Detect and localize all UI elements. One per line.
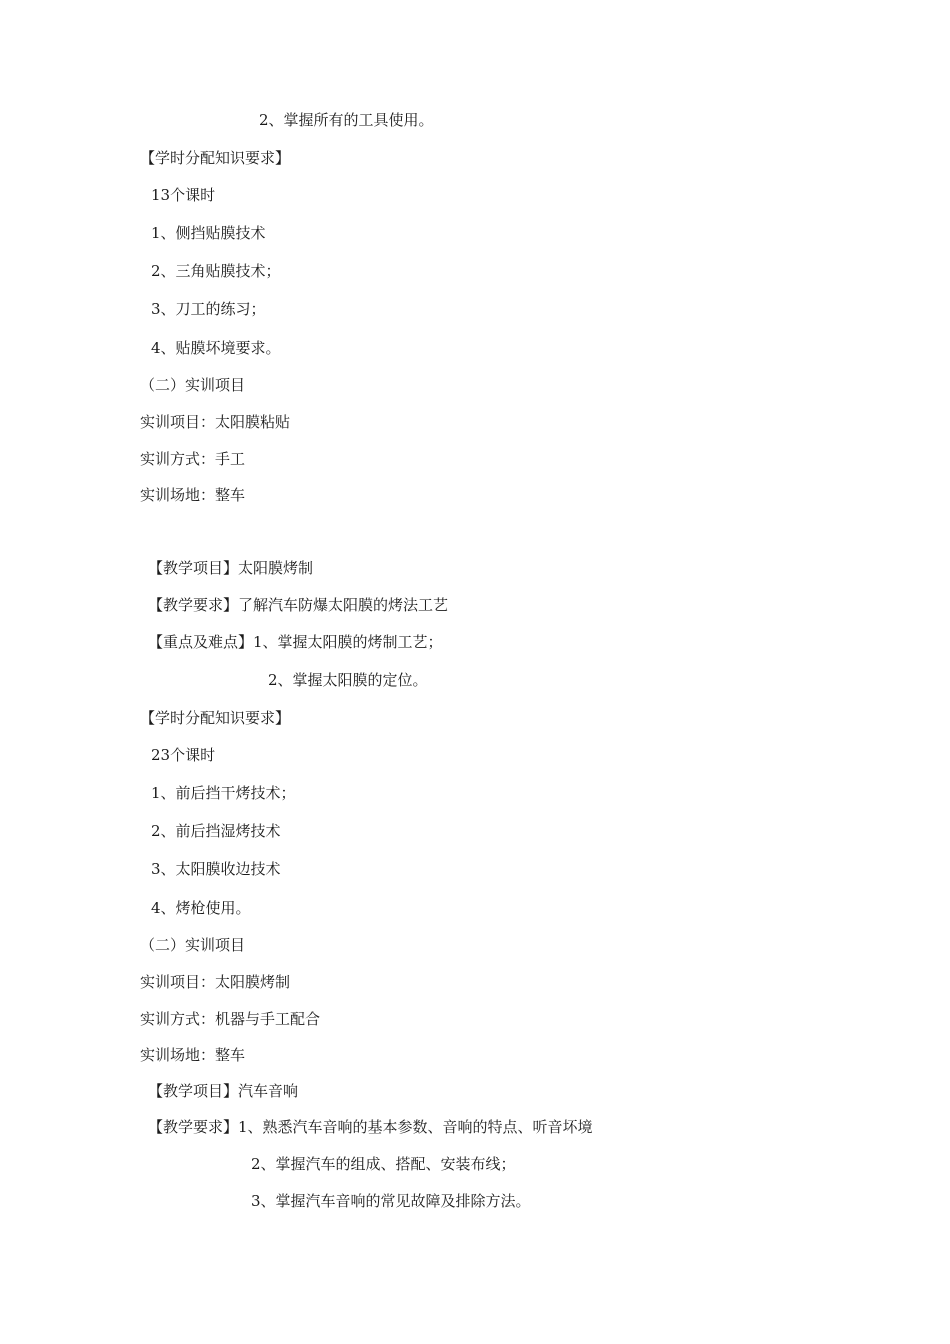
text-line: 【重点及难点】1、掌握太阳膜的烤制工艺； [148, 633, 443, 651]
section-heading: （二）实训项目 [140, 376, 246, 394]
text-line: 13个课时 [151, 186, 216, 204]
section-heading: 【教学项目】汽车音响 [148, 1082, 299, 1100]
text-line: 2、掌握汽车的组成、搭配、安装布线； [251, 1155, 516, 1173]
section-heading: 【学时分配知识要求】 [140, 709, 291, 727]
section-heading: 【学时分配知识要求】 [140, 149, 291, 167]
list-item: 1、侧挡贴膜技术 [151, 224, 266, 242]
list-item: 4、烤枪使用。 [151, 899, 251, 917]
text-line: 3、掌握汽车音响的常见故障及排除方法。 [251, 1192, 531, 1210]
text-line: 实训场地：整车 [140, 486, 246, 504]
section-heading: （二）实训项目 [140, 936, 246, 954]
text-line: 实训方式：手工 [140, 450, 246, 468]
section-heading: 【教学项目】太阳膜烤制 [148, 559, 314, 577]
list-item: 1、前后挡干烤技术； [151, 784, 296, 802]
text-line: 实训项目：太阳膜粘贴 [140, 413, 291, 431]
list-item: 3、刀工的练习； [151, 300, 266, 318]
list-item: 3、太阳膜收边技术 [151, 860, 281, 878]
text-line: 实训方式：机器与手工配合 [140, 1010, 321, 1028]
text-line: 实训项目：太阳膜烤制 [140, 973, 291, 991]
text-line: 2、掌握所有的工具使用。 [259, 111, 434, 129]
text-line: 实训场地：整车 [140, 1046, 246, 1064]
text-line: 23个课时 [151, 746, 216, 764]
text-line: 【教学要求】1、熟悉汽车音响的基本参数、音响的特点、听音坏境 [148, 1118, 593, 1136]
list-item: 2、三角贴膜技术； [151, 262, 281, 280]
text-line: 【教学要求】了解汽车防爆太阳膜的烤法工艺 [148, 596, 449, 614]
list-item: 4、贴膜坏境要求。 [151, 339, 281, 357]
list-item: 2、前后挡湿烤技术 [151, 822, 281, 840]
text-line: 2、掌握太阳膜的定位。 [268, 671, 428, 689]
